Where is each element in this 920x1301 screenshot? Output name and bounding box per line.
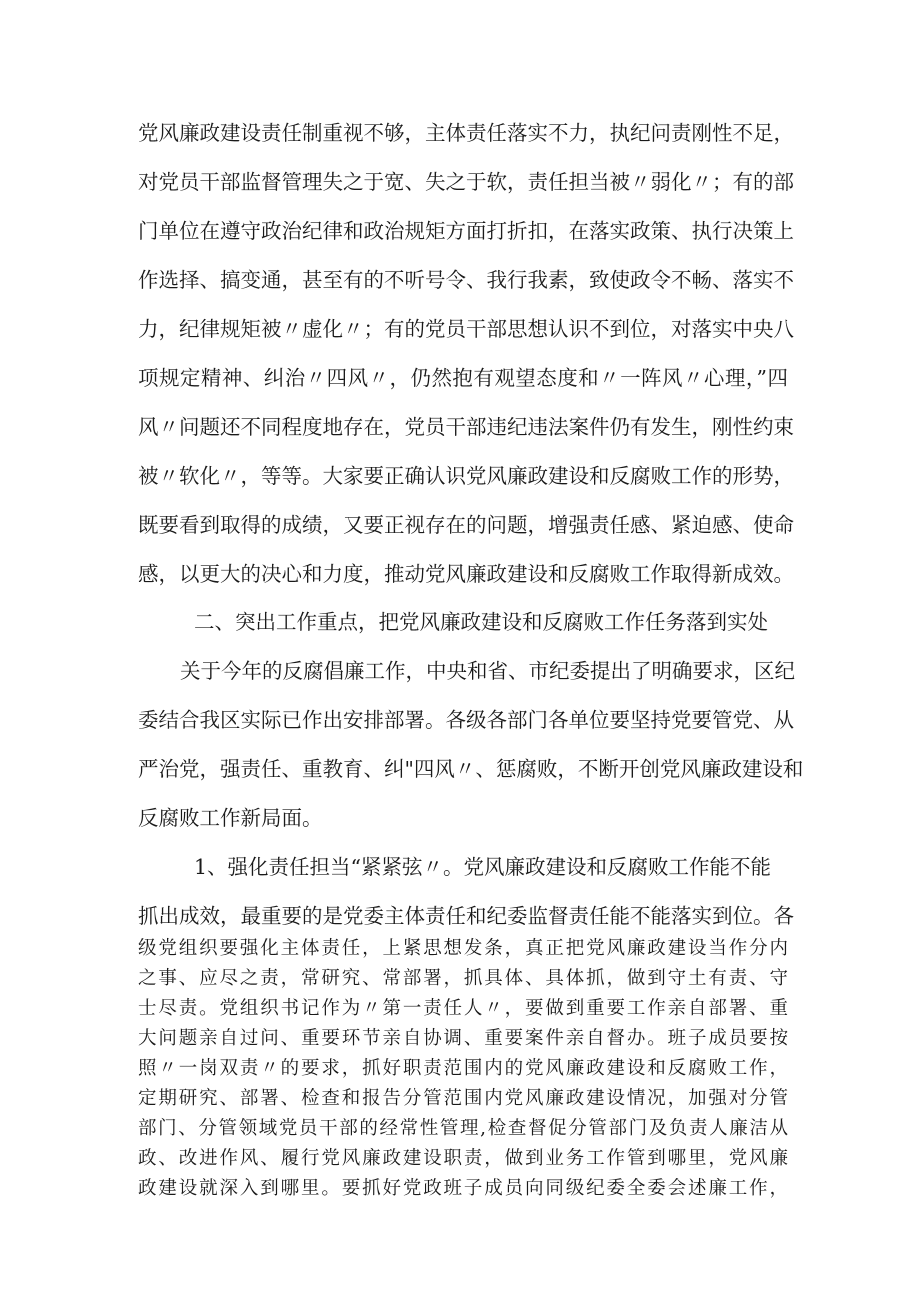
section-heading: 二、突出工作重点，把党风廉政建设和反腐败工作任务落到实处	[194, 610, 768, 634]
paragraph1-line-5: 力，纪律规矩被〃虚化〃；有的党员干部思想认识不到位，对落实中央八	[138, 317, 794, 341]
paragraph1-line-4: 作选择、搞变通，甚至有的不听号令、我行我素，致使政令不畅、落实不	[138, 268, 794, 292]
paragraph3-line-6: 照〃一岗双责〃的要求，抓好职责范围内的党风廉政建设和反腐败工作，	[138, 1058, 788, 1079]
paragraph1-line-8: 被〃软化〃，等等。大家要正确认识党风廉政建设和反腐败工作的形势，	[138, 464, 794, 488]
paragraph2-line-1: 关于今年的反腐倡廉工作，中央和省、市纪委提出了明确要求，区纪	[180, 659, 795, 683]
paragraph1-line-10: 感，以更大的决心和力度，推动党风廉政建设和反腐败工作取得新成效。	[138, 562, 794, 586]
paragraph1-line-6: 项规定精神、纠治〃四风〃，仍然抱有观望态度和〃一阵风〃心理，”四	[138, 366, 788, 390]
paragraph3-line-8: 部门、分管领域党员干部的经常性管理,检查督促分管部门及负责人廉洁从	[138, 1118, 788, 1139]
item1-title: 1、强化责任担当“紧紧弦〃。党风廉政建设和反腐败工作能不能	[194, 855, 772, 879]
paragraph3-line-5: 大问题亲自过问、重要环节亲自协调、重要案件亲自督办。班子成员要按	[138, 1028, 788, 1049]
paragraph3-line-3: 之事、应尽之责，常研究、常部署，抓具体、具体抓，做到守土有责、守	[138, 968, 788, 989]
paragraph1-line-1: 党风廉政建设责任制重视不够，主体责任落实不力，执纪问责刚性不足，	[138, 121, 794, 145]
paragraph3-line-9: 政、改进作风、履行党风廉政建设职责，做到业务工作管到哪里，党风廉	[138, 1148, 788, 1169]
paragraph3-line-7: 定期研究、部署、检查和报告分管范围内党风廉政建设情况，加强对分管	[138, 1088, 788, 1109]
paragraph1-line-9: 既要看到取得的成绩，又要正视存在的问题，增强责任感、紧迫感、使命	[138, 513, 794, 537]
paragraph2-line-2: 委结合我区实际已作出安排部署。各级各部门各单位要坚持党要管党、从	[138, 708, 794, 732]
paragraph2-line-4: 反腐败工作新局面。	[138, 806, 323, 830]
paragraph3-line-1: 抓出成效，最重要的是党委主体责任和纪委监督责任能不能落实到位。各	[138, 904, 794, 928]
paragraph2-line-3: 严治党，强责任、重教育、纠"四风〃、惩腐败，不断开创党风廉政建设和	[138, 757, 804, 781]
paragraph3-line-10: 政建设就深入到哪里。要抓好党政班子成员向同级纪委全委会述廉工作，	[138, 1178, 788, 1199]
paragraph1-line-7: 风〃问题还不同程度地存在，党员干部违纪违法案件仍有发生，刚性约束	[138, 415, 794, 439]
paragraph1-line-3: 门单位在遵守政治纪律和政治规矩方面打折扣，在落实政策、执行决策上	[138, 219, 794, 243]
paragraph3-line-2: 级党组织要强化主体责任，上紧思想发条，真正把党风廉政建设当作分内	[138, 938, 788, 959]
paragraph1-line-2: 对党员干部监督管理失之于宽、失之于软，责任担当被〃弱化〃；有的部	[138, 170, 794, 194]
paragraph3-line-4: 士尽责。党组织书记作为〃第一责任人〃，要做到重要工作亲自部署、重	[138, 998, 788, 1019]
